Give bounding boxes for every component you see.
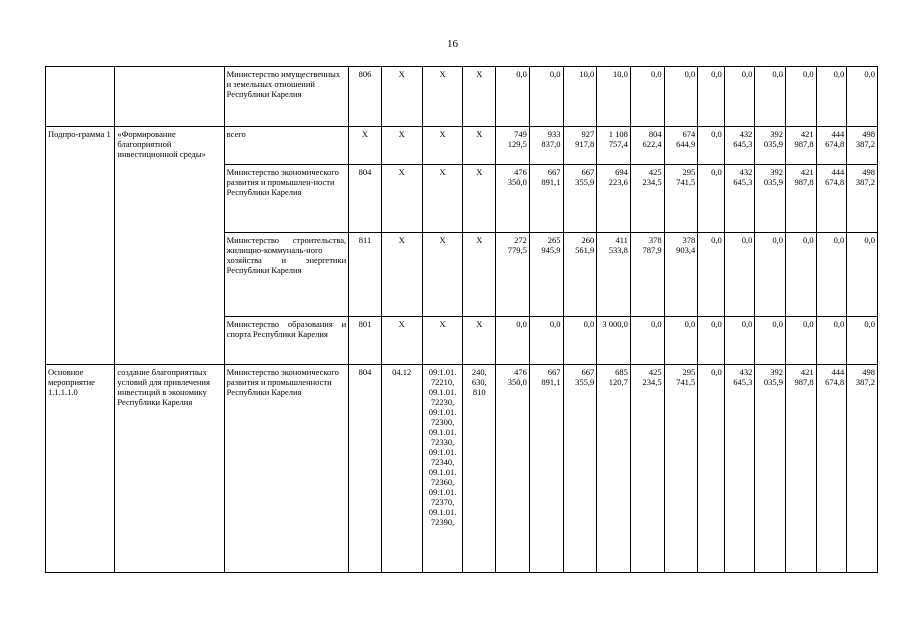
value-cell: 378 903,4: [664, 233, 698, 317]
value-cell: 667 355,9: [563, 165, 597, 233]
executor-cell: Министерство экономического развития и промышлен-ности Республики Карелия: [224, 165, 349, 233]
value-cell: 0,0: [496, 317, 530, 365]
value-cell: 0,0: [724, 317, 755, 365]
value-cell: 0,0: [816, 233, 847, 317]
value-cell: 685 120,7: [597, 365, 631, 573]
value-cell: 444 674,8: [816, 165, 847, 233]
value-cell: 0,0: [698, 317, 725, 365]
value-cell: 667 355,9: [563, 365, 597, 573]
csr-cell: X: [422, 233, 463, 317]
value-cell: 444 674,8: [816, 127, 847, 165]
value-cell: 432 645,3: [724, 127, 755, 165]
page-number: 16: [447, 38, 458, 50]
value-cell: 0,0: [698, 365, 725, 573]
value-cell: 1 108 757,4: [597, 127, 631, 165]
value-cell: 421 987,8: [786, 165, 817, 233]
vr-cell: X: [463, 67, 496, 127]
status-cell: [46, 67, 115, 127]
executor-cell: Министерство образования и спорта Республики Карелия: [224, 317, 349, 365]
value-cell: 0,0: [755, 233, 786, 317]
value-cell: 425 234,5: [630, 365, 664, 573]
value-cell: 0,0: [630, 317, 664, 365]
value-cell: 476 350,0: [496, 365, 530, 573]
executor-cell: Министерство экономического развития и промышленности Республики Карелия: [224, 365, 349, 573]
status-cell: Основное мероприятие 1.1.1.1.0: [46, 365, 115, 573]
value-cell: 749 129,5: [496, 127, 530, 165]
vr-cell: X: [463, 233, 496, 317]
value-cell: 667 891,1: [529, 365, 563, 573]
value-cell: 476 350,0: [496, 165, 530, 233]
executor-cell: Министерство строительства, жилищно-коммуналь-ного хозяйства и энергетики Республики Карелия: [224, 233, 349, 317]
value-cell: 295 741,5: [664, 365, 698, 573]
value-cell: 425 234,5: [630, 165, 664, 233]
value-cell: 272 779,5: [496, 233, 530, 317]
name-cell: [115, 67, 224, 127]
rzpr-cell: X: [381, 233, 422, 317]
value-cell: 498 387,2: [847, 365, 878, 573]
vr-cell: 240, 630, 810: [463, 365, 496, 573]
name-cell: создание благоприятных условий для привлечения инвестиций в экономику Республики Карелия: [115, 365, 224, 573]
value-cell: 295 741,5: [664, 165, 698, 233]
value-cell: 10,0: [597, 67, 631, 127]
value-cell: 0,0: [786, 233, 817, 317]
value-cell: 0,0: [698, 165, 725, 233]
value-cell: 444 674,8: [816, 365, 847, 573]
value-cell: 0,0: [755, 67, 786, 127]
value-cell: 0,0: [529, 317, 563, 365]
value-cell: 260 561,9: [563, 233, 597, 317]
csr-cell: X: [422, 127, 463, 165]
value-cell: 0,0: [529, 67, 563, 127]
value-cell: 667 891,1: [529, 165, 563, 233]
rzpr-cell: X: [381, 317, 422, 365]
value-cell: 0,0: [724, 67, 755, 127]
value-cell: 0,0: [786, 67, 817, 127]
csr-cell: X: [422, 317, 463, 365]
value-cell: 927 917,8: [563, 127, 597, 165]
table-row: [46, 365, 878, 573]
rzpr-cell: X: [381, 127, 422, 165]
value-cell: 0,0: [698, 233, 725, 317]
name-cell: «Формирование благоприятной инвестиционной среды»: [115, 127, 224, 365]
executor-cell: Министерство имущественных и земельных отношений Республики Карелия: [224, 67, 349, 127]
value-cell: 0,0: [698, 67, 725, 127]
value-cell: 3 000,0: [597, 317, 631, 365]
budget-table: [45, 66, 878, 573]
value-cell: 10,0: [563, 67, 597, 127]
csr-cell: X: [422, 67, 463, 127]
value-cell: 411 533,8: [597, 233, 631, 317]
value-cell: 0,0: [664, 67, 698, 127]
vr-cell: X: [463, 127, 496, 165]
value-cell: 0,0: [816, 317, 847, 365]
grbs-cell: 804: [349, 365, 382, 573]
value-cell: 0,0: [816, 67, 847, 127]
grbs-cell: X: [349, 127, 382, 165]
value-cell: 674 644,9: [664, 127, 698, 165]
value-cell: 0,0: [496, 67, 530, 127]
value-cell: 0,0: [786, 317, 817, 365]
grbs-cell: 804: [349, 165, 382, 233]
value-cell: 0,0: [755, 317, 786, 365]
table-row: [46, 127, 878, 165]
vr-cell: X: [463, 165, 496, 233]
csr-cell: X: [422, 165, 463, 233]
value-cell: 933 837,0: [529, 127, 563, 165]
value-cell: 392 035,9: [755, 365, 786, 573]
value-cell: 498 387,2: [847, 165, 878, 233]
value-cell: 0,0: [847, 233, 878, 317]
value-cell: 804 622,4: [630, 127, 664, 165]
value-cell: 0,0: [724, 233, 755, 317]
value-cell: 421 987,8: [786, 365, 817, 573]
value-cell: 0,0: [563, 317, 597, 365]
vr-cell: X: [463, 317, 496, 365]
rzpr-cell: X: [381, 67, 422, 127]
value-cell: 432 645,3: [724, 365, 755, 573]
rzpr-cell: 04.12: [381, 365, 422, 573]
value-cell: 0,0: [630, 67, 664, 127]
grbs-cell: 801: [349, 317, 382, 365]
status-cell: Подпро-грамма 1: [46, 127, 115, 365]
rzpr-cell: X: [381, 165, 422, 233]
value-cell: 421 987,8: [786, 127, 817, 165]
value-cell: 0,0: [847, 317, 878, 365]
value-cell: 0,0: [664, 317, 698, 365]
value-cell: 392 035,9: [755, 165, 786, 233]
value-cell: 694 223,6: [597, 165, 631, 233]
value-cell: 392 035,9: [755, 127, 786, 165]
csr-cell: 09.1.01. 72210, 09.1.01. 72230, 09.1.01. 72300, 09.1.01. 72330, 09.1.01. 72340, 09.1.01. 72360, 09.1.01. 72370, 09.1.01. 72390,: [422, 365, 463, 573]
table-row: [46, 67, 878, 127]
value-cell: 0,0: [698, 127, 725, 165]
grbs-cell: 811: [349, 233, 382, 317]
grbs-cell: 806: [349, 67, 382, 127]
value-cell: 378 787,9: [630, 233, 664, 317]
value-cell: 0,0: [847, 67, 878, 127]
value-cell: 432 645,3: [724, 165, 755, 233]
value-cell: 265 945,9: [529, 233, 563, 317]
value-cell: 498 387,2: [847, 127, 878, 165]
executor-cell: всего: [224, 127, 349, 165]
